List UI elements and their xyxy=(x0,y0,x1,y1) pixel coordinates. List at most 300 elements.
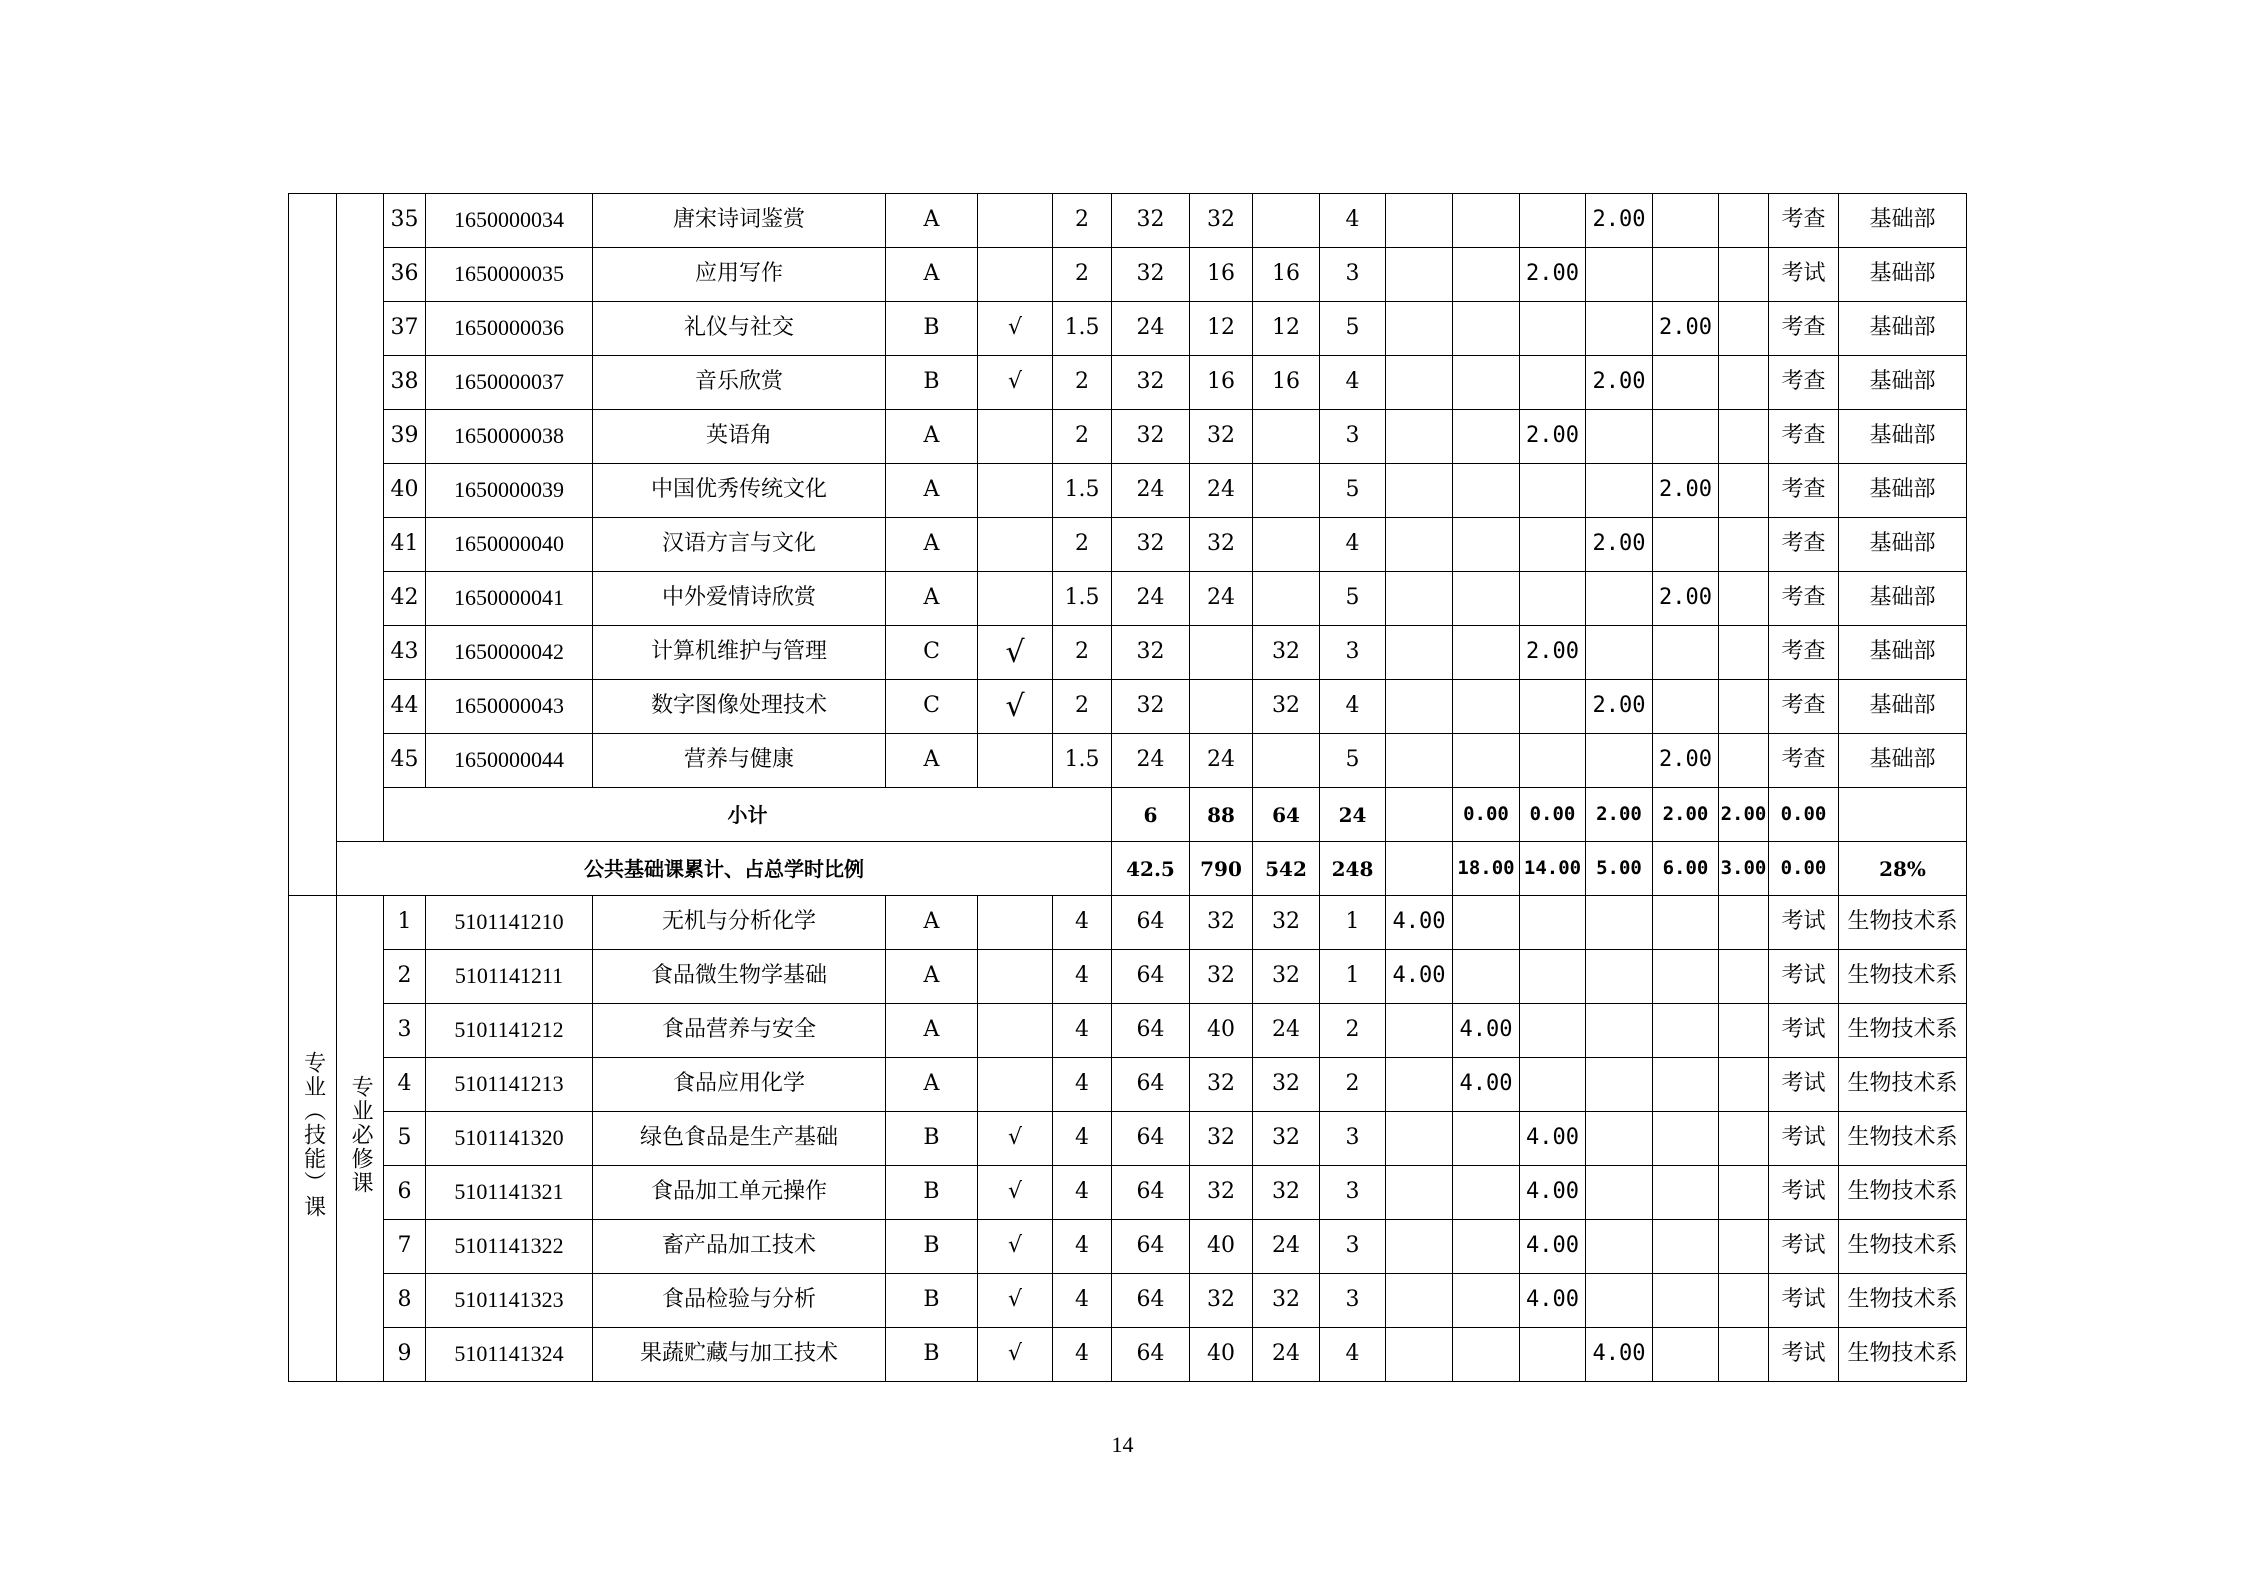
practice-hours: 32 xyxy=(1253,1058,1320,1112)
credit: 4 xyxy=(1053,950,1112,1004)
theory-hours xyxy=(1190,626,1253,680)
weekly-hours-sem3 xyxy=(1520,1058,1586,1112)
row-number: 6 xyxy=(384,1166,426,1220)
row-number: 42 xyxy=(384,572,426,626)
weekly-hours-sem4 xyxy=(1586,626,1653,680)
course-name: 食品加工单元操作 xyxy=(593,1166,886,1220)
total-hours: 64 xyxy=(1112,1166,1190,1220)
practice-check: √ xyxy=(978,1166,1053,1220)
course-name: 中外爱情诗欣赏 xyxy=(593,572,886,626)
subtotal-weekly-sem3: 2.00 xyxy=(1586,788,1653,842)
semester: 3 xyxy=(1320,410,1386,464)
cumulative-practice-hours: 248 xyxy=(1320,842,1386,896)
credit: 1.5 xyxy=(1053,302,1112,356)
cumulative-total-hours: 790 xyxy=(1190,842,1253,896)
theory-hours: 16 xyxy=(1190,356,1253,410)
exam-type: 考试 xyxy=(1769,1112,1839,1166)
department: 基础部 xyxy=(1839,248,1967,302)
practice-check: √ xyxy=(978,680,1053,734)
practice-hours: 32 xyxy=(1253,680,1320,734)
weekly-hours-sem4 xyxy=(1586,1112,1653,1166)
weekly-hours-sem3 xyxy=(1520,356,1586,410)
semester: 3 xyxy=(1320,1274,1386,1328)
department: 基础部 xyxy=(1839,464,1967,518)
course-type: A xyxy=(886,1058,978,1112)
course-name: 计算机维护与管理 xyxy=(593,626,886,680)
weekly-hours-sem5 xyxy=(1653,248,1719,302)
table-row xyxy=(289,356,1967,410)
weekly-hours-sem1 xyxy=(1386,518,1453,572)
weekly-hours-sem3 xyxy=(1520,572,1586,626)
theory-hours: 32 xyxy=(1190,950,1253,1004)
weekly-hours-sem3 xyxy=(1520,518,1586,572)
exam-type: 考查 xyxy=(1769,734,1839,788)
weekly-hours-sem3 xyxy=(1520,1004,1586,1058)
category-cell xyxy=(289,194,337,896)
cumulative-credit: 42.5 xyxy=(1112,842,1190,896)
course-code: 5101141212 xyxy=(426,1004,593,1058)
exam-type: 考查 xyxy=(1769,194,1839,248)
course-code: 1650000041 xyxy=(426,572,593,626)
theory-hours xyxy=(1190,680,1253,734)
department: 基础部 xyxy=(1839,680,1967,734)
course-name: 绿色食品是生产基础 xyxy=(593,1112,886,1166)
weekly-hours-sem6 xyxy=(1719,356,1769,410)
course-name: 中国优秀传统文化 xyxy=(593,464,886,518)
weekly-hours-sem6 xyxy=(1719,518,1769,572)
credit: 4 xyxy=(1053,1112,1112,1166)
course-type: B xyxy=(886,356,978,410)
weekly-hours-sem5 xyxy=(1653,1166,1719,1220)
subcategory-label-cell xyxy=(337,896,384,1382)
practice-hours: 32 xyxy=(1253,626,1320,680)
category-label: 专业（技能）课 xyxy=(300,1051,326,1220)
weekly-hours-sem5: 2.00 xyxy=(1653,464,1719,518)
table-row xyxy=(289,248,1967,302)
exam-type: 考试 xyxy=(1769,1220,1839,1274)
department: 基础部 xyxy=(1839,302,1967,356)
weekly-hours-sem2 xyxy=(1453,680,1520,734)
total-hours: 32 xyxy=(1112,356,1190,410)
department: 生物技术系 xyxy=(1839,1220,1967,1274)
semester: 2 xyxy=(1320,1004,1386,1058)
practice-hours: 32 xyxy=(1253,1112,1320,1166)
row-number: 37 xyxy=(384,302,426,356)
course-type: A xyxy=(886,194,978,248)
row-number: 8 xyxy=(384,1274,426,1328)
cumulative-semester xyxy=(1386,842,1453,896)
exam-type: 考试 xyxy=(1769,1004,1839,1058)
practice-hours xyxy=(1253,734,1320,788)
exam-type: 考查 xyxy=(1769,626,1839,680)
credit: 2 xyxy=(1053,518,1112,572)
total-hours: 24 xyxy=(1112,464,1190,518)
theory-hours: 24 xyxy=(1190,572,1253,626)
weekly-hours-sem4 xyxy=(1586,1004,1653,1058)
practice-hours xyxy=(1253,410,1320,464)
weekly-hours-sem4 xyxy=(1586,302,1653,356)
course-code: 1650000036 xyxy=(426,302,593,356)
category-label-cell xyxy=(289,896,337,1382)
practice-check xyxy=(978,1058,1053,1112)
weekly-hours-sem6 xyxy=(1719,194,1769,248)
weekly-hours-sem4: 4.00 xyxy=(1586,1328,1653,1382)
row-number: 3 xyxy=(384,1004,426,1058)
weekly-hours-sem2 xyxy=(1453,194,1520,248)
weekly-hours-sem1 xyxy=(1386,680,1453,734)
weekly-hours-sem6 xyxy=(1719,1274,1769,1328)
weekly-hours-sem5 xyxy=(1653,1112,1719,1166)
course-name: 果蔬贮藏与加工技术 xyxy=(593,1328,886,1382)
credit: 1.5 xyxy=(1053,464,1112,518)
department: 基础部 xyxy=(1839,734,1967,788)
course-type: C xyxy=(886,680,978,734)
table-row xyxy=(289,302,1967,356)
practice-check: √ xyxy=(978,1274,1053,1328)
weekly-hours-sem1 xyxy=(1386,1166,1453,1220)
weekly-hours-sem3: 2.00 xyxy=(1520,410,1586,464)
course-type: A xyxy=(886,464,978,518)
exam-type: 考试 xyxy=(1769,896,1839,950)
cumulative-ratio: 28% xyxy=(1839,842,1967,896)
course-type: A xyxy=(886,734,978,788)
weekly-hours-sem4 xyxy=(1586,410,1653,464)
theory-hours: 24 xyxy=(1190,464,1253,518)
weekly-hours-sem5: 2.00 xyxy=(1653,734,1719,788)
department: 生物技术系 xyxy=(1839,1004,1967,1058)
weekly-hours-sem6 xyxy=(1719,680,1769,734)
course-code: 1650000043 xyxy=(426,680,593,734)
weekly-hours-sem1 xyxy=(1386,1274,1453,1328)
practice-check xyxy=(978,734,1053,788)
semester: 4 xyxy=(1320,1328,1386,1382)
course-code: 1650000038 xyxy=(426,410,593,464)
subtotal-total-hours: 88 xyxy=(1190,788,1253,842)
exam-type: 考试 xyxy=(1769,1058,1839,1112)
subtotal-weekly-sem5: 2.00 xyxy=(1719,788,1769,842)
department: 生物技术系 xyxy=(1839,896,1967,950)
weekly-hours-sem4 xyxy=(1586,896,1653,950)
weekly-hours-sem4: 2.00 xyxy=(1586,356,1653,410)
subtotal-label: 小计 xyxy=(384,788,1112,842)
course-code: 1650000042 xyxy=(426,626,593,680)
table-row xyxy=(289,896,1967,950)
department: 生物技术系 xyxy=(1839,1274,1967,1328)
exam-type: 考查 xyxy=(1769,572,1839,626)
weekly-hours-sem2 xyxy=(1453,356,1520,410)
practice-check: √ xyxy=(978,1328,1053,1382)
credit: 1.5 xyxy=(1053,572,1112,626)
weekly-hours-sem5: 2.00 xyxy=(1653,572,1719,626)
table-row xyxy=(289,1058,1967,1112)
table-row xyxy=(289,1328,1967,1382)
total-hours: 32 xyxy=(1112,680,1190,734)
department: 生物技术系 xyxy=(1839,1328,1967,1382)
weekly-hours-sem6 xyxy=(1719,950,1769,1004)
course-name: 英语角 xyxy=(593,410,886,464)
theory-hours: 16 xyxy=(1190,248,1253,302)
semester: 3 xyxy=(1320,248,1386,302)
practice-check xyxy=(978,194,1053,248)
weekly-hours-sem1 xyxy=(1386,1112,1453,1166)
semester: 3 xyxy=(1320,626,1386,680)
semester: 1 xyxy=(1320,950,1386,1004)
subcategory-label: 专业必修课 xyxy=(348,1075,374,1196)
exam-type: 考试 xyxy=(1769,248,1839,302)
weekly-hours-sem1 xyxy=(1386,626,1453,680)
course-type: A xyxy=(886,1004,978,1058)
total-hours: 64 xyxy=(1112,1004,1190,1058)
exam-type: 考试 xyxy=(1769,1274,1839,1328)
practice-check: √ xyxy=(978,1112,1053,1166)
course-type: B xyxy=(886,1274,978,1328)
weekly-hours-sem5 xyxy=(1653,896,1719,950)
table-row xyxy=(289,1220,1967,1274)
department: 生物技术系 xyxy=(1839,1058,1967,1112)
department: 基础部 xyxy=(1839,194,1967,248)
weekly-hours-sem4 xyxy=(1586,950,1653,1004)
theory-hours: 32 xyxy=(1190,1058,1253,1112)
weekly-hours-sem4 xyxy=(1586,734,1653,788)
weekly-hours-sem4 xyxy=(1586,248,1653,302)
exam-type: 考查 xyxy=(1769,302,1839,356)
weekly-hours-sem2 xyxy=(1453,572,1520,626)
practice-hours xyxy=(1253,194,1320,248)
weekly-hours-sem3: 2.00 xyxy=(1520,626,1586,680)
weekly-hours-sem2 xyxy=(1453,626,1520,680)
weekly-hours-sem1 xyxy=(1386,734,1453,788)
total-hours: 64 xyxy=(1112,1274,1190,1328)
weekly-hours-sem5 xyxy=(1653,1058,1719,1112)
course-name: 应用写作 xyxy=(593,248,886,302)
weekly-hours-sem5 xyxy=(1653,518,1719,572)
subtotal-credit: 6 xyxy=(1112,788,1190,842)
weekly-hours-sem1 xyxy=(1386,410,1453,464)
department: 基础部 xyxy=(1839,356,1967,410)
credit: 1.5 xyxy=(1053,734,1112,788)
weekly-hours-sem3 xyxy=(1520,194,1586,248)
weekly-hours-sem3 xyxy=(1520,734,1586,788)
weekly-hours-sem6 xyxy=(1719,1112,1769,1166)
department: 生物技术系 xyxy=(1839,950,1967,1004)
subtotal-weekly-sem1: 0.00 xyxy=(1453,788,1520,842)
weekly-hours-sem4 xyxy=(1586,572,1653,626)
weekly-hours-sem2 xyxy=(1453,1112,1520,1166)
semester: 1 xyxy=(1320,896,1386,950)
course-type: B xyxy=(886,1166,978,1220)
semester: 4 xyxy=(1320,356,1386,410)
table-row xyxy=(289,680,1967,734)
weekly-hours-sem5 xyxy=(1653,1004,1719,1058)
course-name: 畜产品加工技术 xyxy=(593,1220,886,1274)
weekly-hours-sem6 xyxy=(1719,1328,1769,1382)
total-hours: 32 xyxy=(1112,626,1190,680)
course-name: 食品检验与分析 xyxy=(593,1274,886,1328)
total-hours: 64 xyxy=(1112,1220,1190,1274)
credit: 4 xyxy=(1053,1166,1112,1220)
course-type: A xyxy=(886,410,978,464)
course-code: 5101141213 xyxy=(426,1058,593,1112)
subtotal-semester xyxy=(1386,788,1453,842)
row-number: 44 xyxy=(384,680,426,734)
theory-hours: 32 xyxy=(1190,896,1253,950)
credit: 2 xyxy=(1053,626,1112,680)
table-row xyxy=(289,950,1967,1004)
credit: 4 xyxy=(1053,1220,1112,1274)
weekly-hours-sem6 xyxy=(1719,734,1769,788)
weekly-hours-sem6 xyxy=(1719,410,1769,464)
weekly-hours-sem2 xyxy=(1453,518,1520,572)
course-code: 5101141322 xyxy=(426,1220,593,1274)
practice-check xyxy=(978,464,1053,518)
weekly-hours-sem4 xyxy=(1586,1058,1653,1112)
total-hours: 32 xyxy=(1112,518,1190,572)
theory-hours: 32 xyxy=(1190,410,1253,464)
table-row xyxy=(289,1274,1967,1328)
cumulative-label: 公共基础课累计、占总学时比例 xyxy=(337,842,1112,896)
row-number: 39 xyxy=(384,410,426,464)
weekly-hours-sem6 xyxy=(1719,464,1769,518)
weekly-hours-sem6 xyxy=(1719,1058,1769,1112)
course-code: 1650000034 xyxy=(426,194,593,248)
practice-hours: 32 xyxy=(1253,896,1320,950)
practice-check xyxy=(978,950,1053,1004)
subtotal-weekly-sem4: 2.00 xyxy=(1653,788,1719,842)
credit: 4 xyxy=(1053,1004,1112,1058)
semester: 3 xyxy=(1320,1220,1386,1274)
weekly-hours-sem4 xyxy=(1586,1220,1653,1274)
course-name: 营养与健康 xyxy=(593,734,886,788)
weekly-hours-sem2 xyxy=(1453,1274,1520,1328)
practice-hours xyxy=(1253,572,1320,626)
weekly-hours-sem5 xyxy=(1653,194,1719,248)
theory-hours: 40 xyxy=(1190,1220,1253,1274)
course-code: 1650000044 xyxy=(426,734,593,788)
practice-hours xyxy=(1253,464,1320,518)
page-number: 14 xyxy=(1111,1432,1134,1457)
course-code: 5101141211 xyxy=(426,950,593,1004)
weekly-hours-sem1 xyxy=(1386,194,1453,248)
total-hours: 24 xyxy=(1112,734,1190,788)
course-type: A xyxy=(886,518,978,572)
weekly-hours-sem5: 2.00 xyxy=(1653,302,1719,356)
weekly-hours-sem1: 4.00 xyxy=(1386,896,1453,950)
practice-check: √ xyxy=(978,302,1053,356)
weekly-hours-sem4 xyxy=(1586,1274,1653,1328)
credit: 4 xyxy=(1053,1274,1112,1328)
weekly-hours-sem2 xyxy=(1453,410,1520,464)
course-code: 5101141210 xyxy=(426,896,593,950)
semester: 4 xyxy=(1320,194,1386,248)
weekly-hours-sem6 xyxy=(1719,1166,1769,1220)
cumulative-row xyxy=(289,842,1967,896)
weekly-hours-sem5 xyxy=(1653,1328,1719,1382)
total-hours: 32 xyxy=(1112,194,1190,248)
practice-hours: 24 xyxy=(1253,1220,1320,1274)
weekly-hours-sem2 xyxy=(1453,734,1520,788)
weekly-hours-sem4: 2.00 xyxy=(1586,680,1653,734)
theory-hours: 32 xyxy=(1190,1112,1253,1166)
course-code: 5101141324 xyxy=(426,1328,593,1382)
cumulative-weekly-sem2: 14.00 xyxy=(1520,842,1586,896)
row-number: 40 xyxy=(384,464,426,518)
weekly-hours-sem1 xyxy=(1386,1004,1453,1058)
course-code: 1650000035 xyxy=(426,248,593,302)
weekly-hours-sem2 xyxy=(1453,896,1520,950)
table-row xyxy=(289,194,1967,248)
course-type: B xyxy=(886,1328,978,1382)
weekly-hours-sem2: 4.00 xyxy=(1453,1058,1520,1112)
weekly-hours-sem5 xyxy=(1653,680,1719,734)
course-code: 1650000040 xyxy=(426,518,593,572)
cumulative-weekly-sem6: 0.00 xyxy=(1769,842,1839,896)
table-row xyxy=(289,1166,1967,1220)
subtotal-tail xyxy=(1839,788,1967,842)
semester: 5 xyxy=(1320,464,1386,518)
credit: 4 xyxy=(1053,1328,1112,1382)
row-number: 35 xyxy=(384,194,426,248)
practice-hours: 16 xyxy=(1253,356,1320,410)
table-row xyxy=(289,518,1967,572)
practice-check xyxy=(978,572,1053,626)
weekly-hours-sem3 xyxy=(1520,680,1586,734)
course-type: B xyxy=(886,1220,978,1274)
table-row xyxy=(289,1112,1967,1166)
practice-check xyxy=(978,896,1053,950)
cumulative-theory-hours: 542 xyxy=(1253,842,1320,896)
weekly-hours-sem5 xyxy=(1653,1274,1719,1328)
row-number: 5 xyxy=(384,1112,426,1166)
practice-check xyxy=(978,518,1053,572)
table-row xyxy=(289,410,1967,464)
semester: 4 xyxy=(1320,680,1386,734)
semester: 5 xyxy=(1320,734,1386,788)
weekly-hours-sem3 xyxy=(1520,302,1586,356)
credit: 4 xyxy=(1053,1058,1112,1112)
course-name: 食品营养与安全 xyxy=(593,1004,886,1058)
total-hours: 64 xyxy=(1112,950,1190,1004)
weekly-hours-sem3: 4.00 xyxy=(1520,1274,1586,1328)
row-number: 45 xyxy=(384,734,426,788)
practice-check: √ xyxy=(978,356,1053,410)
total-hours: 24 xyxy=(1112,302,1190,356)
weekly-hours-sem1 xyxy=(1386,248,1453,302)
weekly-hours-sem1 xyxy=(1386,1220,1453,1274)
practice-hours: 16 xyxy=(1253,248,1320,302)
weekly-hours-sem1 xyxy=(1386,356,1453,410)
weekly-hours-sem2: 4.00 xyxy=(1453,1004,1520,1058)
subcategory-cell xyxy=(337,194,384,842)
row-number: 9 xyxy=(384,1328,426,1382)
table-row xyxy=(289,1004,1967,1058)
theory-hours: 32 xyxy=(1190,518,1253,572)
cumulative-weekly-sem4: 6.00 xyxy=(1653,842,1719,896)
weekly-hours-sem1 xyxy=(1386,464,1453,518)
weekly-hours-sem6 xyxy=(1719,572,1769,626)
course-plan-table xyxy=(288,193,1967,1382)
theory-hours: 32 xyxy=(1190,1274,1253,1328)
table-row xyxy=(289,626,1967,680)
course-name: 无机与分析化学 xyxy=(593,896,886,950)
weekly-hours-sem6 xyxy=(1719,1004,1769,1058)
weekly-hours-sem3: 4.00 xyxy=(1520,1220,1586,1274)
subtotal-theory-hours: 64 xyxy=(1253,788,1320,842)
weekly-hours-sem5 xyxy=(1653,410,1719,464)
semester: 3 xyxy=(1320,1112,1386,1166)
course-name: 汉语方言与文化 xyxy=(593,518,886,572)
weekly-hours-sem6 xyxy=(1719,626,1769,680)
total-hours: 64 xyxy=(1112,896,1190,950)
